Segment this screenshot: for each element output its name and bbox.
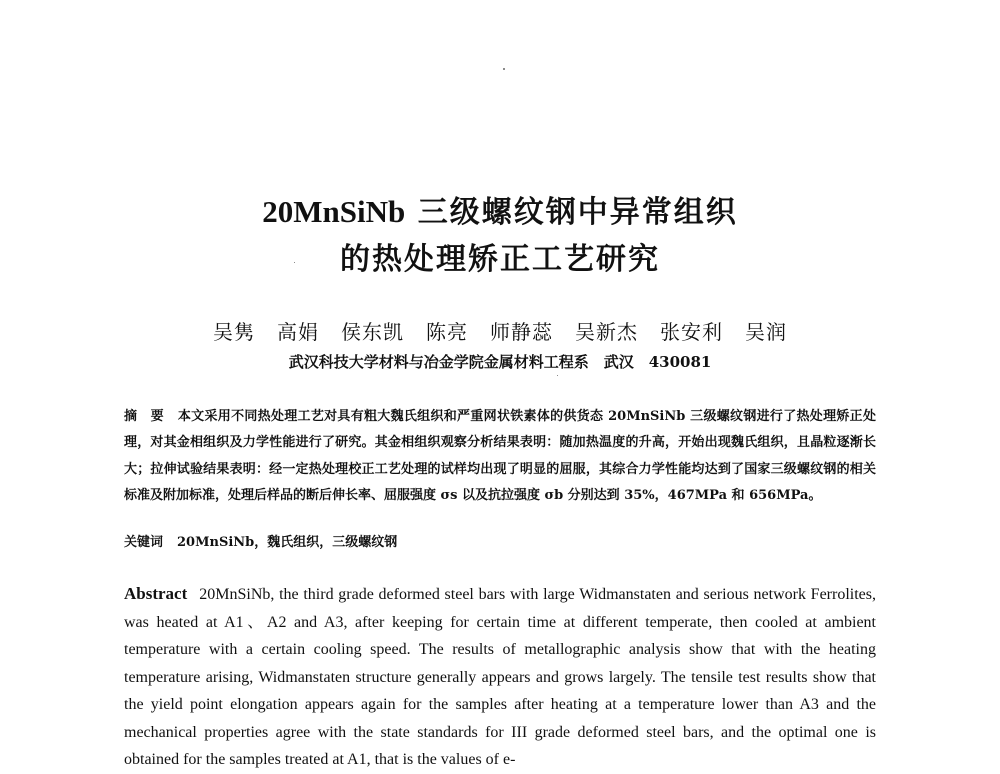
english-abstract-text: 20MnSiNb, the third grade deformed steel bars with large Widmanstaten and serious network Ferrolites, was heated at A1、A2 and A3, after keeping for certain time at different temperate, then cooled at ambient temperature with a certain cooling speed. The results of metallographic analysis show that with the heating temperature arising, Widmanstaten structure generally appears and grows largely. The tensile test results show that the yield point elongation appears again for the samples after heating at a temperature lower than A3 and the mechanical properties agree with the state standards for III grade deformed steel bars, and the optimal one is obtained for the samples treated at A1, that is the values of e-	[124, 586, 877, 768]
title-cjk-part: 三级螺纹钢中异常组织	[417, 195, 738, 230]
chinese-keywords-text: 20MnSiNb，魏氏组织，三级螺纹钢	[177, 535, 398, 550]
chinese-keywords-label: 关键词	[124, 535, 164, 550]
english-abstract	[124, 580, 876, 774]
author-name: 高娟	[277, 320, 319, 344]
author-name: 师静蕊	[490, 320, 553, 344]
author-list	[0, 318, 1000, 346]
author-name: 张安利	[660, 320, 723, 344]
paper-title-line-1	[0, 190, 1000, 235]
scan-speck	[503, 68, 505, 70]
chinese-abstract	[124, 404, 876, 509]
author-name: 侯东凯	[341, 320, 404, 344]
chinese-abstract-label: 摘 要	[124, 409, 164, 424]
scan-speck	[557, 375, 558, 376]
chinese-keywords	[124, 532, 876, 554]
title-latin-part: 20MnSiNb	[262, 194, 406, 229]
author-affiliation: 武汉科技大学材料与冶金学院金属材料工程系 武汉 430081	[288, 353, 712, 371]
author-name: 吴隽	[213, 320, 255, 344]
author-name: 吴润	[745, 320, 787, 344]
chinese-abstract-text: 本文采用不同热处理工艺对具有粗大魏氏组织和严重网状铁素体的供货态 20MnSiNb 三级螺纹钢进行了热处理矫正处理，对其金相组织及力学性能进行了研究。其金相组织观察分析结果表明：随加热温度的升高，开始出现魏氏组织，且晶粒逐渐长大；拉伸试验结果表明：经一定热处理校正工艺处理的试样均出现了明显的屈服，其综合力学性能均达到了国家三级螺纹钢的相关标准及附加标准，处理后样品的断后伸长率、屈服强度 σs 以及抗拉强度 σb 分别达到 35%，467MPa 和 656MPa。	[124, 409, 876, 503]
english-abstract-label: Abstract	[124, 584, 188, 603]
author-name: 吴新杰	[575, 320, 638, 344]
author-name: 陈亮	[426, 320, 468, 344]
paper-title-line-2: 的热处理矫正工艺研究	[340, 242, 660, 277]
